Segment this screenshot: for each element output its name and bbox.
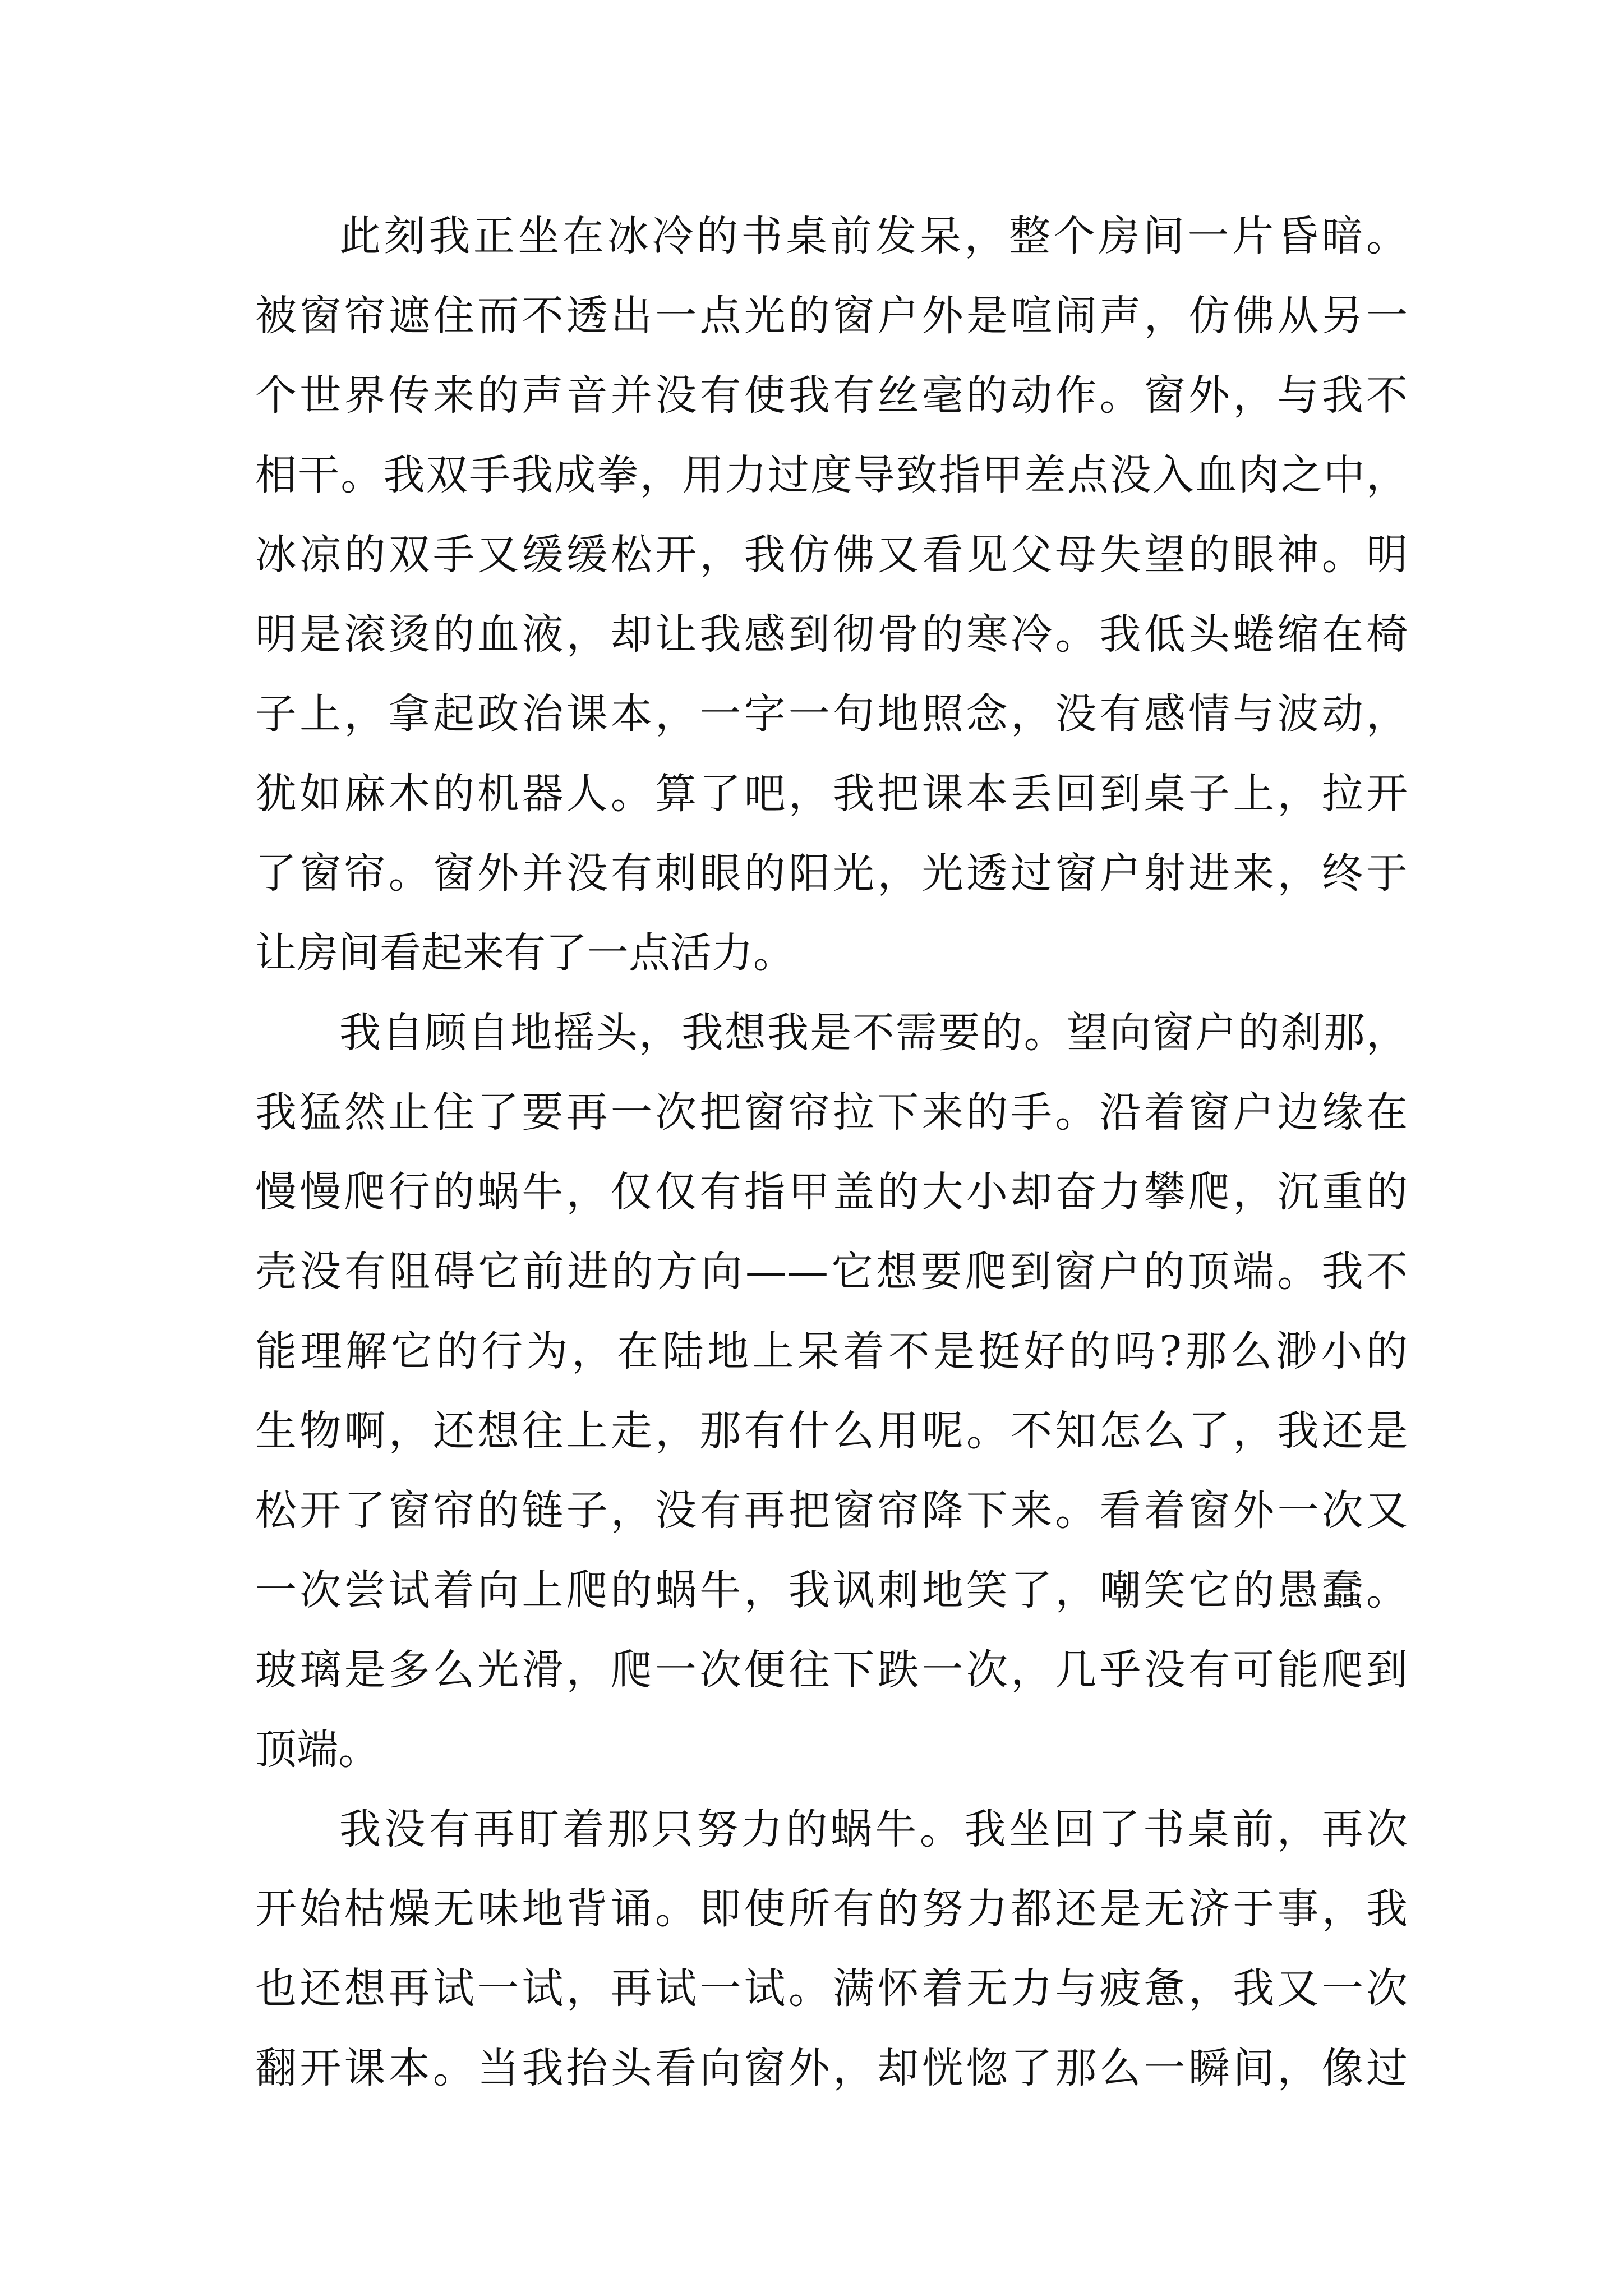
text-line: 子上，拿起政治课本，一字一句地照念，没有感情与波动， bbox=[255, 690, 1408, 738]
text-line: 开始枯燥无味地背诵。即使所有的努力都还是无济于事，我 bbox=[255, 1885, 1408, 1933]
text-line: 我猛然止住了要再一次把窗帘拉下来的手。沿着窗户边缘在 bbox=[255, 1088, 1408, 1137]
text-line: 冰凉的双手又缓缓松开，我仿佛又看见父母失望的眼神。明 bbox=[255, 531, 1408, 579]
text-line: 也还想再试一试，再试一试。满怀着无力与疲惫，我又一次 bbox=[255, 1964, 1408, 2013]
text-line: 一次尝试着向上爬的蜗牛，我讽刺地笑了，嘲笑它的愚蠢。 bbox=[255, 1566, 1408, 1614]
text-line: 此刻我正坐在冰冷的书桌前发呆，整个房间一片昏暗。 bbox=[339, 212, 1408, 260]
text-line: 犹如麻木的机器人。算了吧，我把课本丢回到桌子上，拉开 bbox=[255, 770, 1408, 818]
text-line: 生物啊，还想往上走，那有什么用呢。不知怎么了，我还是 bbox=[255, 1407, 1408, 1455]
text-line: 明是滚烫的血液，却让我感到彻骨的寒冷。我低头蜷缩在椅 bbox=[255, 610, 1408, 659]
text-line: 松开了窗帘的链子，没有再把窗帘降下来。看着窗外一次又 bbox=[255, 1487, 1408, 1535]
body-text bbox=[255, 196, 1408, 2108]
text-line: 翻开课本。当我抬头看向窗外，却恍惚了那么一瞬间，像过 bbox=[255, 2044, 1408, 2092]
text-line: 了窗帘。窗外并没有刺眼的阳光，光透过窗户射进来，终于 bbox=[255, 849, 1408, 898]
text-line: 被窗帘遮住而不透出一点光的窗户外是喧闹声，仿佛从另一 bbox=[255, 292, 1408, 340]
text-line: 慢慢爬行的蜗牛，仅仅有指甲盖的大小却奋力攀爬，沉重的 bbox=[255, 1168, 1408, 1216]
text-line: 顶端。 bbox=[255, 1726, 380, 1774]
text-line: 个世界传来的声音并没有使我有丝毫的动作。窗外，与我不 bbox=[255, 371, 1408, 420]
text-line: 相干。我双手我成拳，用力过度导致指甲差点没入血肉之中， bbox=[255, 451, 1408, 499]
text-line: 能理解它的行为，在陆地上呆着不是挺好的吗?那么渺小的 bbox=[255, 1327, 1408, 1375]
text-line: 壳没有阻碍它前进的方向——它想要爬到窗户的顶端。我不 bbox=[255, 1248, 1408, 1296]
text-line: 我自顾自地摇头，我想我是不需要的。望向窗户的刹那， bbox=[339, 1009, 1408, 1057]
text-line: 让房间看起来有了一点活力。 bbox=[255, 929, 795, 977]
text-line: 我没有再盯着那只努力的蜗牛。我坐回了书桌前，再次 bbox=[339, 1805, 1408, 1853]
text-line: 玻璃是多么光滑，爬一次便往下跌一次，几乎没有可能爬到 bbox=[255, 1646, 1408, 1694]
